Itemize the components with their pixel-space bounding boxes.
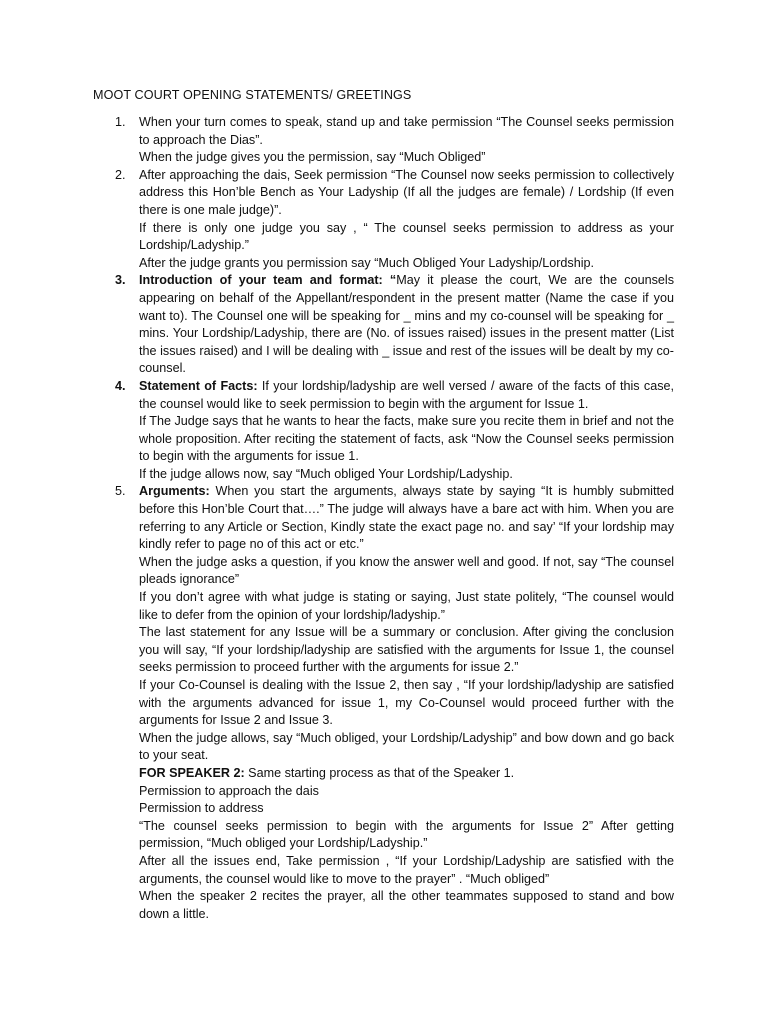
paragraph: After the judge grants you permission say “Much Obliged Your Ladyship/Lordship. [139, 255, 595, 270]
list-item-number: 4. [115, 378, 126, 393]
paragraph: When the judge asks a question, if you know the answer well and good. If not, say “The counsel pleads ignorance” [139, 554, 674, 587]
bold-heading: Arguments: [139, 484, 210, 499]
bold-heading: Introduction of your team and format: “ [139, 273, 397, 288]
paragraph: If your Co-Counsel is dealing with the Issue 2, then say , “If your lordship/ladyship are satisfied with the arguments advanced for issue 1, my Co-Counsel would proceed further with the arguments for Issue 2 and Issue 3. [139, 678, 674, 728]
paragraph: When the judge allows, say “Much obliged, your Lordship/Ladyship” and bow down and go back to your seat. [139, 730, 674, 763]
document-title: MOOT COURT OPENING STATEMENTS/ GREETINGS [93, 88, 412, 102]
paragraph: After all the issues end, Take permission , “If your Lordship/Ladyship are satisfied with the arguments, the counsel would like to move to the prayer” . “Much obliged” [139, 853, 674, 886]
paragraph: After approaching the dais, Seek permission “The Counsel now seeks permission to collectively address this Hon’ble Bench as Your Ladyship (If all the judges are female) / Lordship (If even there is one male judge)”. [139, 167, 674, 217]
list-item-number: 5. [115, 484, 126, 499]
list-item [115, 483, 674, 923]
paragraph: If you don’t agree with what judge is stating or saying, Just state politely, “The counsel would like to defer from the opinion of your lordship/ladyship.” [139, 590, 674, 622]
list-item [115, 272, 674, 378]
list-item-number: 2. [115, 167, 126, 182]
bold-heading: Statement of Facts: [139, 378, 258, 393]
paragraph: Arguments: When you start the arguments, always state by saying “It is humbly submitted before this Hon’ble Court that….” The judge will always have a bare act with him. When you are referring to any Article or Section, Kindly state the exact page no. and say’ “If your lordship may kindly refer to page no of this act or etc.” [139, 484, 674, 552]
bold-heading: FOR SPEAKER 2: [139, 765, 245, 780]
paragraph: When your turn comes to speak, stand up and take permission “The Counsel seeks permission to approach the Dias”. [139, 115, 674, 147]
paragraph: Statement of Facts: If your lordship/ladyship are well versed / aware of the facts of this case, the counsel would like to seek permission to begin with the argument for Issue 1. [139, 378, 674, 411]
list-item-number: 3. [115, 273, 126, 288]
paragraph: Introduction of your team and format: “May it please the court, We are the counsels appearing on behalf of the Appellant/respondent in the present matter (Name the case if you want to). The Counsel one will be speaking for _ mins and my co-counsel will be speaking for _ mins. Your Lordship/Ladyship, there are (No. of issues raised) issues in the present matter (List the issues raised) and I will be dealing with _ issue and rest of the issues will be dealt by my co-counsel. [139, 273, 674, 376]
paragraph: If The Judge says that he wants to hear the facts, make sure you recite them in brief and not the whole proposition. After reciting the statement of facts, ask “Now the Counsel seeks permission to begin with the arguments for issue 1. [139, 414, 674, 464]
list-item [115, 114, 674, 167]
paragraph: When the judge gives you the permission, say “Much Obliged” [139, 150, 486, 165]
paragraph: Permission to approach the dais [139, 783, 319, 798]
list-item-number: 1. [115, 115, 126, 129]
paragraph: Permission to address [139, 801, 264, 816]
list-item [115, 378, 674, 484]
paragraph: The last statement for any Issue will be a summary or conclusion. After giving the conclusion you will say, “If your lordship/ladyship are satisfied with the arguments for Issue 1, the counsel seeks permission to proceed further with the arguments for issue 2.” [139, 625, 674, 675]
paragraph: “The counsel seeks permission to begin with the arguments for Issue 2” After getting permission, “Much obliged your Lordship/Ladyship.” [139, 818, 674, 851]
numbered-list [115, 114, 674, 923]
paragraph: When the speaker 2 recites the prayer, all the other teammates supposed to stand and bow down a little. [139, 889, 674, 921]
paragraph: If the judge allows now, say “Much obliged Your Lordship/Ladyship. [139, 466, 513, 481]
paragraph: If there is only one judge you say , “ The counsel seeks permission to address as your Lordship/Ladyship.” [139, 220, 674, 253]
paragraph: FOR SPEAKER 2: Same starting process as that of the Speaker 1. [139, 765, 515, 780]
list-item [115, 167, 674, 273]
